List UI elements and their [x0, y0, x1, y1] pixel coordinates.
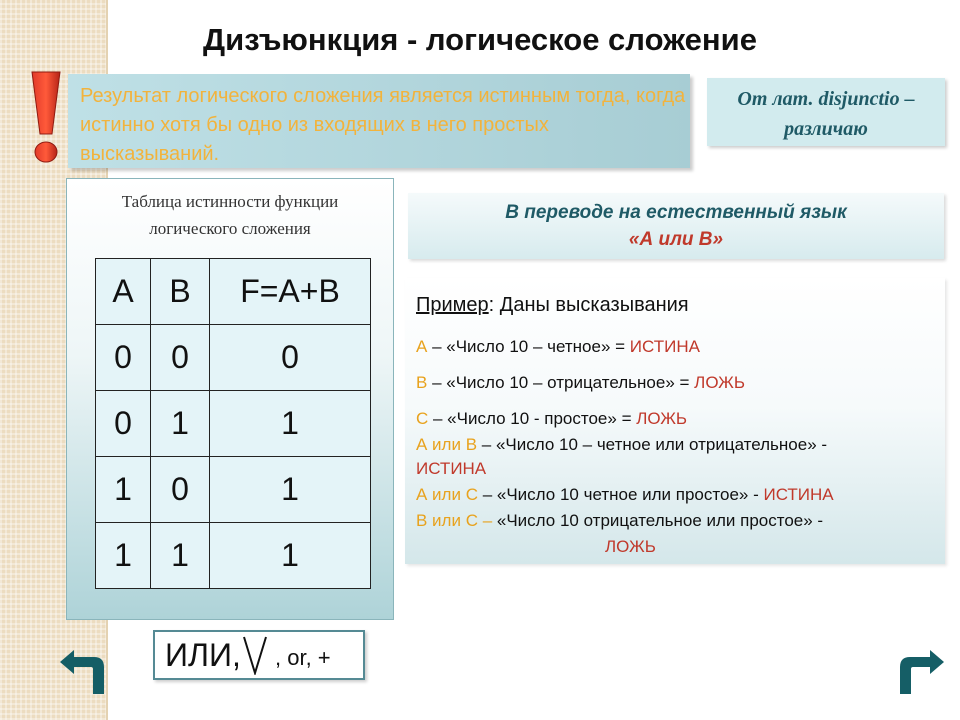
statement-c	[416, 409, 687, 429]
compound-b-or-c-text: «Число 10 отрицательное или простое» -	[492, 511, 824, 530]
slide-title: Дизъюнкция - логическое сложение	[203, 22, 757, 57]
cell-f: 1	[210, 391, 371, 457]
exclamation-icon	[26, 68, 66, 168]
compound-a-or-b-value: ИСТИНА	[416, 459, 487, 478]
notation-rest: , or, +	[275, 645, 331, 670]
compound-a-or-b-text: – «Число 10 – четное или отрицательное» -	[477, 435, 828, 454]
notation-word: ИЛИ,	[165, 637, 241, 673]
translation-box	[408, 193, 944, 259]
statement-a-text: – «Число 10 – четное» =	[427, 337, 630, 356]
compound-a-or-c	[416, 485, 834, 505]
cell-f: 0	[210, 325, 371, 391]
logical-or-icon	[242, 635, 268, 675]
compound-a-or-c-value: ИСТИНА	[763, 485, 834, 504]
translation-line2: «А или В»	[628, 229, 724, 250]
translation-line1: В переводе на естественный язык	[505, 202, 847, 223]
forward-arrow-icon[interactable]	[896, 648, 948, 696]
origin-note	[707, 78, 945, 146]
statement-b-text: – «Число 10 – отрицательное» =	[427, 373, 695, 392]
compound-a-or-c-text: – «Число 10 четное или простое» -	[477, 485, 764, 504]
caption-line1: Таблица истинности функции	[121, 192, 339, 211]
statement-c-name: С	[416, 409, 429, 428]
cell-a: 1	[96, 457, 151, 523]
compound-a-or-b	[416, 435, 827, 455]
compound-a-or-c-name: А или С	[416, 485, 478, 504]
cell-a: 0	[96, 325, 151, 391]
statement-b-name: В	[416, 373, 428, 392]
header-a: A	[96, 259, 151, 325]
statement-a	[416, 337, 700, 357]
table-row	[96, 457, 371, 523]
cell-a: 0	[96, 391, 151, 457]
compound-b-or-c-value: ЛОЖЬ	[605, 537, 656, 556]
header-b: B	[151, 259, 210, 325]
definition-text: Результат логического сложения является истинным тогда, когда истинно хотя бы одно из входящих в него простых высказываний.	[80, 85, 686, 165]
compound-b-or-c-name: В или С –	[416, 511, 493, 530]
truth-table-caption	[66, 188, 394, 242]
compound-a-or-b-result	[416, 459, 486, 479]
notation-box	[153, 630, 365, 680]
statement-a-name: А	[416, 337, 428, 356]
cell-f: 1	[210, 457, 371, 523]
table-row	[96, 325, 371, 391]
truth-table-header-row	[96, 259, 371, 325]
statement-b	[416, 373, 745, 393]
statement-c-value: ЛОЖЬ	[636, 409, 688, 428]
back-arrow-icon[interactable]	[56, 648, 108, 696]
example-heading	[416, 294, 689, 317]
example-label: Пример	[416, 294, 489, 316]
caption-line2: логического сложения	[149, 219, 311, 238]
cell-f: 1	[210, 523, 371, 589]
statement-a-value: ИСТИНА	[629, 337, 700, 356]
cell-b: 1	[151, 391, 210, 457]
cell-b: 0	[151, 325, 210, 391]
table-row	[96, 391, 371, 457]
compound-a-or-b-name: А или В	[416, 435, 478, 454]
statement-c-text: – «Число 10 - простое» =	[428, 409, 637, 428]
origin-note-line1: От лат. disjunctio –	[737, 88, 915, 110]
statement-b-value: ЛОЖЬ	[694, 373, 746, 392]
example-intro: : Даны высказывания	[488, 294, 689, 316]
cell-b: 1	[151, 523, 210, 589]
origin-note-line2: различаю	[784, 118, 868, 140]
table-row	[96, 523, 371, 589]
cell-b: 0	[151, 457, 210, 523]
header-f: F=A+B	[210, 259, 371, 325]
truth-table	[95, 258, 371, 589]
compound-b-or-c	[416, 511, 823, 531]
compound-b-or-c-result	[605, 537, 656, 557]
cell-a: 1	[96, 523, 151, 589]
